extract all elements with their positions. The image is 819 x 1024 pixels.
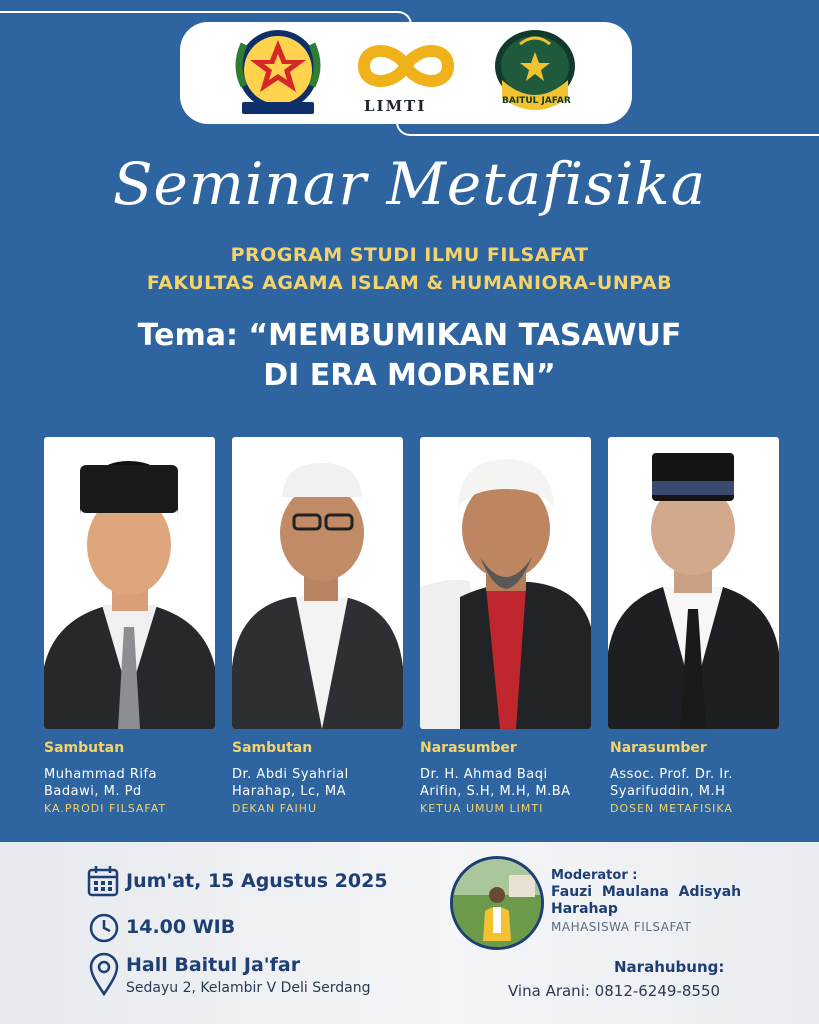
baitul-jafar-emblem-icon bbox=[490, 26, 580, 124]
speaker-4-title: DOSEN METAFISIKA bbox=[610, 802, 733, 815]
theme-line-2: DI ERA MODREN” bbox=[263, 358, 556, 393]
calendar-icon bbox=[86, 864, 120, 902]
top-decor-line bbox=[0, 11, 395, 13]
speaker-1-name-line-2: Badawi, M. Pd bbox=[44, 784, 142, 799]
speaker-1-title: KA.PRODI FILSAFAT bbox=[44, 802, 167, 815]
speaker-4-name-line-1: Assoc. Prof. Dr. Ir. bbox=[610, 767, 733, 782]
limti-logo-text: LIMTI bbox=[364, 97, 427, 115]
speaker-2-name-line-2: Harahap, Lc, MA bbox=[232, 784, 347, 799]
program-line-1: PROGRAM STUDI ILMU FILSAFAT bbox=[230, 244, 589, 266]
program-line-2: FAKULTAS AGAMA ISLAM & HUMANIORA-UNPAB bbox=[146, 272, 673, 294]
star-emblem-icon bbox=[230, 26, 326, 124]
baitul-jafar-logo-text: BAITUL JAFAR bbox=[502, 96, 571, 106]
speaker-2-role: Sambutan bbox=[232, 740, 313, 756]
moderator-name-line-1: Fauzi Maulana Adisyah bbox=[551, 884, 742, 900]
theme-line-1: Tema: “MEMBUMIKAN TASAWUF bbox=[137, 318, 682, 353]
event-date: Jum'at, 15 Agustus 2025 bbox=[126, 870, 388, 892]
moderator-name-line-2: Harahap bbox=[551, 901, 618, 917]
seminar-script-title: Seminar Metafisika bbox=[112, 150, 707, 218]
contact-label: Narahubung: bbox=[614, 958, 725, 976]
moderator-name bbox=[551, 884, 741, 918]
speaker-4-name-line-2: Syarifuddin, M.H bbox=[610, 784, 726, 799]
speaker-photo-1 bbox=[44, 437, 215, 729]
speaker-2-name bbox=[232, 766, 349, 800]
speaker-3-name bbox=[420, 766, 571, 800]
clock-icon bbox=[88, 912, 120, 948]
speaker-1-name-line-1: Muhammad Rifa bbox=[44, 767, 158, 782]
contact-phone: Vina Arani: 0812-6249-8550 bbox=[508, 982, 721, 1000]
speaker-3-role: Narasumber bbox=[420, 740, 517, 756]
speaker-3-name-line-2: Arifin, S.H, M.H, M.BA bbox=[420, 784, 571, 799]
right-decor-line bbox=[412, 134, 819, 136]
speaker-3-name-line-1: Dr. H. Ahmad Baqi bbox=[420, 767, 548, 782]
speaker-4-role: Narasumber bbox=[610, 740, 707, 756]
speaker-3-title: KETUA UMUM LIMTI bbox=[420, 802, 544, 815]
speaker-2-title: DEKAN FAIHU bbox=[232, 802, 318, 815]
event-footer bbox=[0, 842, 819, 1024]
moderator-avatar bbox=[450, 856, 544, 950]
event-venue: Hall Baitul Ja'far bbox=[126, 954, 301, 976]
speaker-1-role: Sambutan bbox=[44, 740, 125, 756]
speaker-4-name bbox=[610, 766, 733, 800]
right-decor-curve bbox=[396, 122, 416, 136]
infinity-icon bbox=[354, 38, 458, 98]
speaker-1-name bbox=[44, 766, 157, 800]
event-address: Sedayu 2, Kelambir V Deli Serdang bbox=[126, 980, 371, 996]
moderator-label: Moderator : bbox=[551, 868, 638, 883]
location-pin-icon bbox=[88, 952, 120, 1000]
speaker-photo-4 bbox=[608, 437, 779, 729]
speaker-photo-2 bbox=[232, 437, 403, 729]
speaker-2-name-line-1: Dr. Abdi Syahrial bbox=[232, 767, 349, 782]
event-time: 14.00 WIB bbox=[126, 916, 236, 938]
moderator-title: MAHASISWA FILSAFAT bbox=[551, 920, 692, 934]
logo-bar bbox=[180, 22, 632, 124]
speaker-photo-3 bbox=[420, 437, 591, 729]
